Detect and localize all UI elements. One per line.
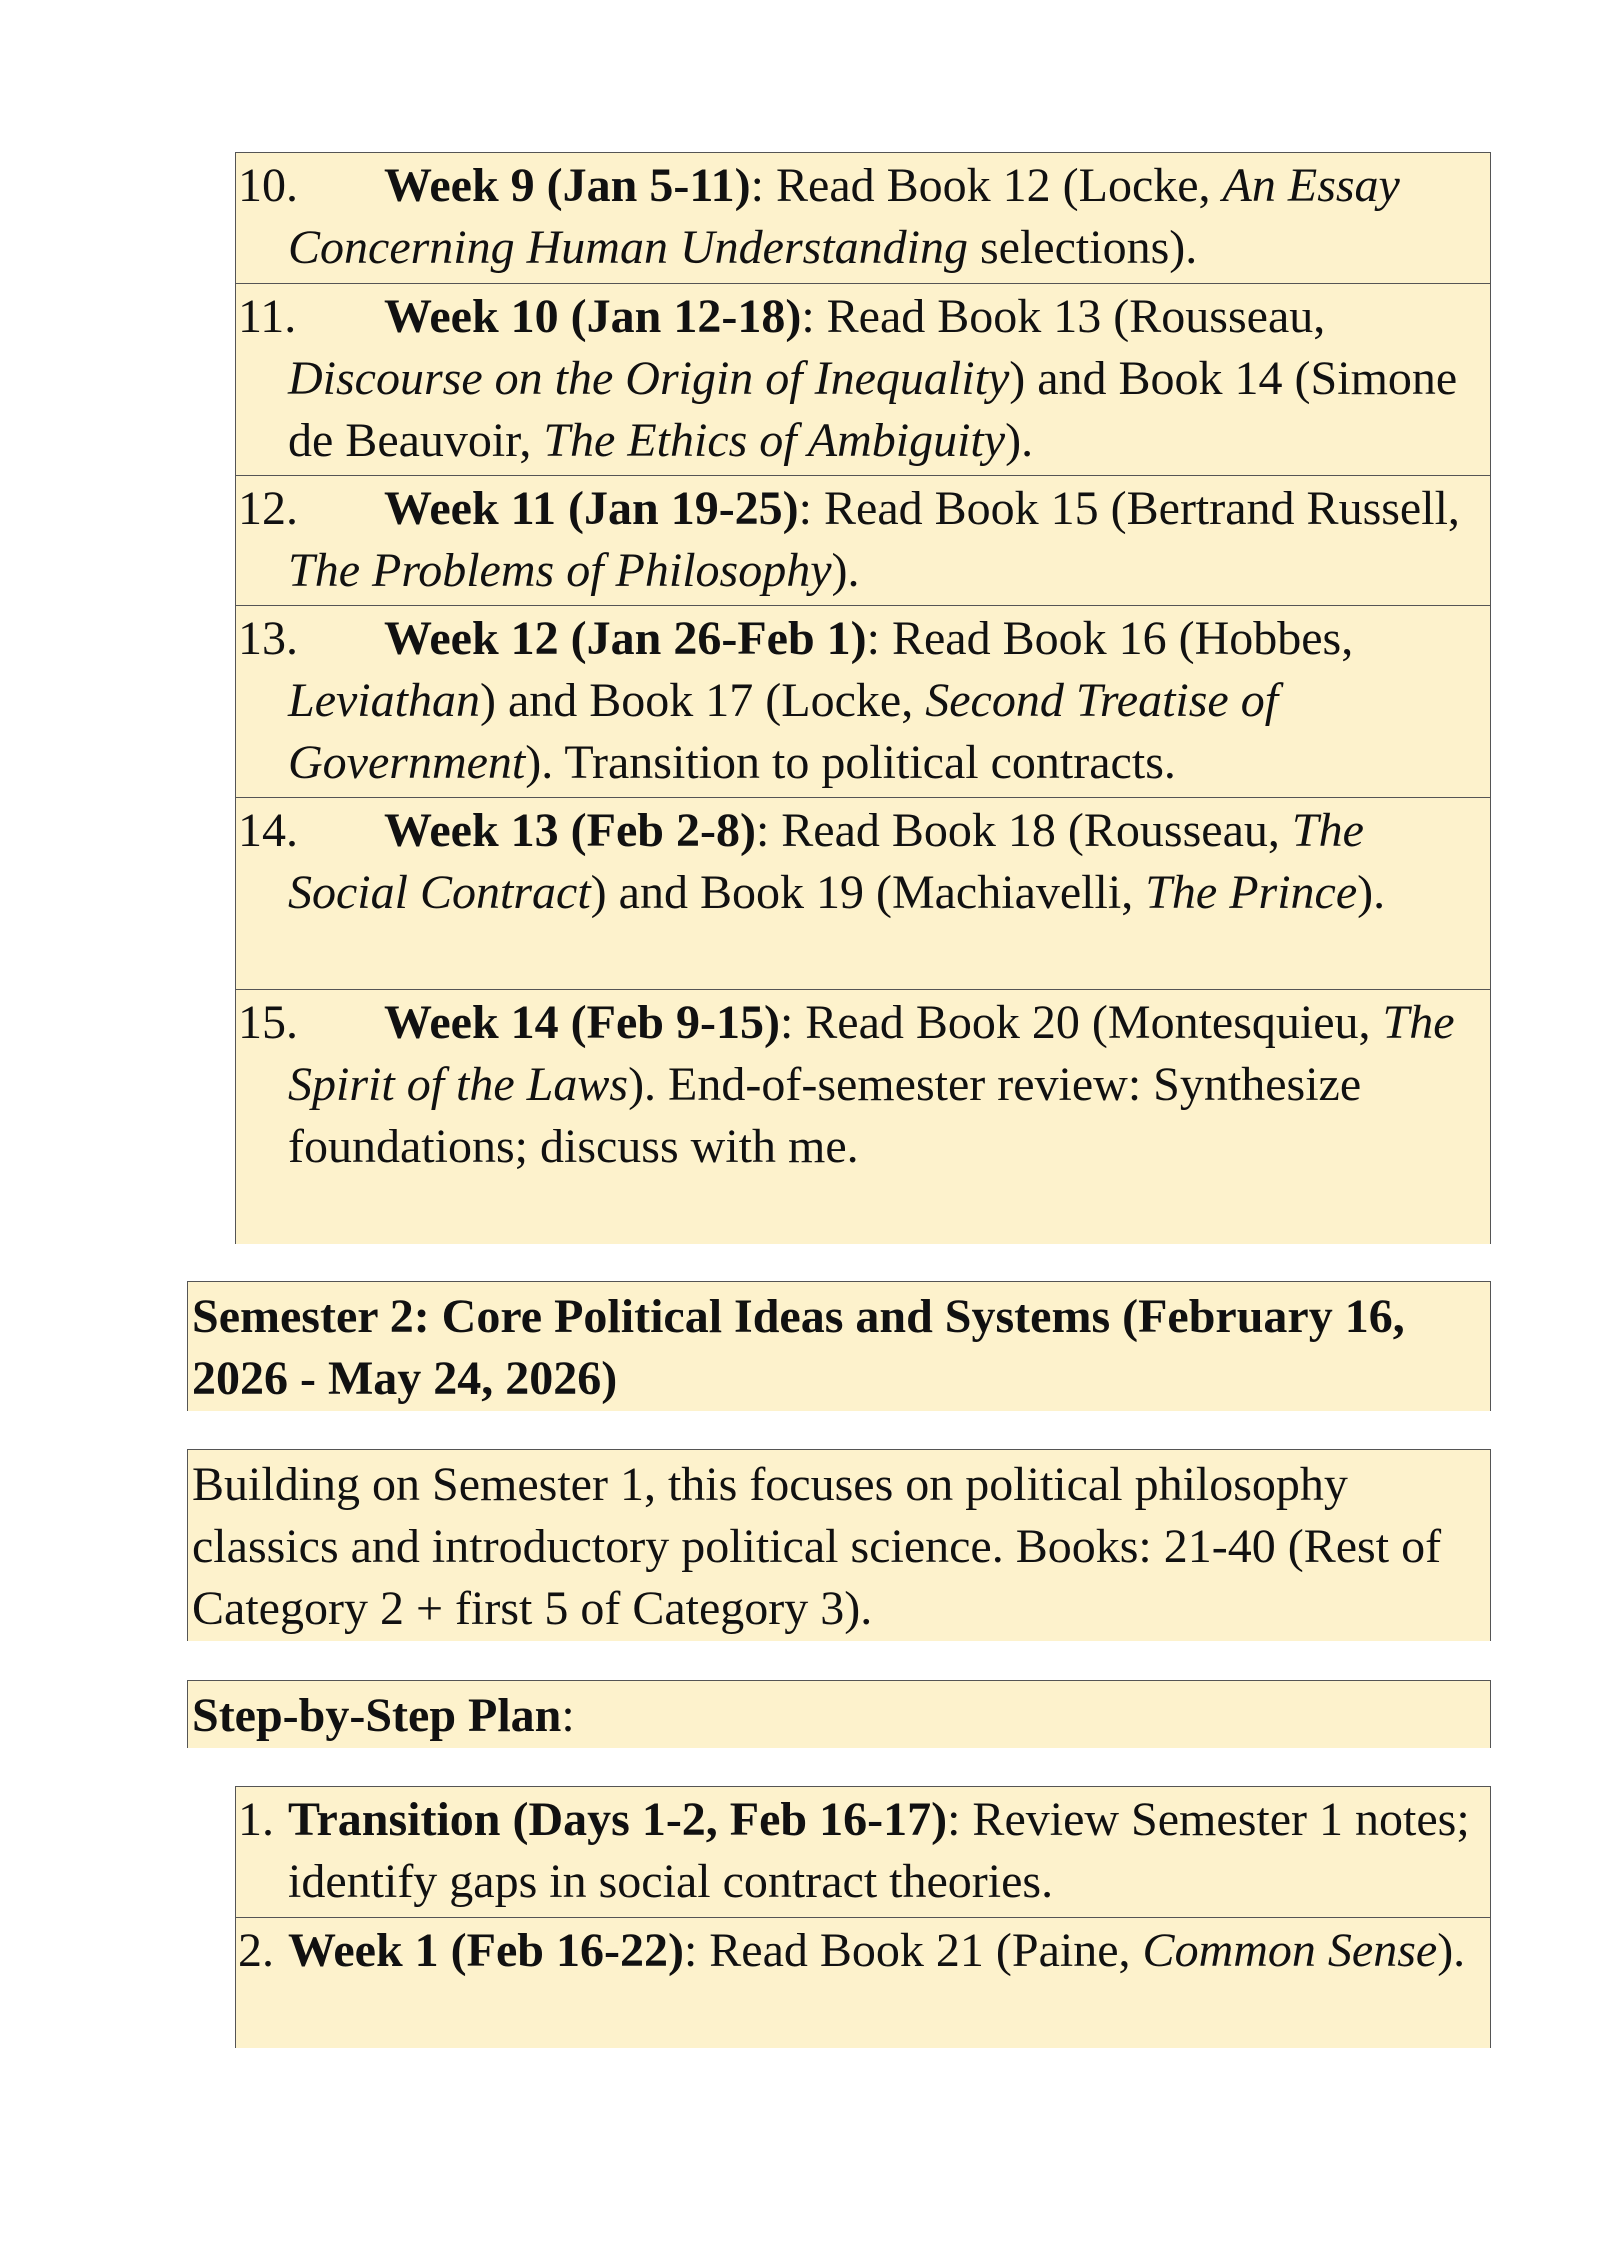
item-text: : Read Book 20 (Montesquieu,: [779, 996, 1383, 1049]
book-title: Second Treatise of Government: [288, 674, 1279, 789]
book-title: Leviathan: [288, 674, 480, 727]
book-title: The Spirit of the Laws: [288, 996, 1455, 1111]
plan-label-suffix: :: [561, 1689, 575, 1742]
week-label: Week 1 (Feb 16-22): [288, 1924, 684, 1977]
item-text: ).: [1437, 1924, 1466, 1977]
list-item: [236, 798, 1490, 990]
semester2-heading: [187, 1281, 1491, 1411]
item-text: selections).: [967, 221, 1198, 274]
list-number: 14.: [238, 804, 298, 857]
item-text: : Read Book 12 (Locke,: [750, 159, 1223, 212]
week-label: Week 9 (Jan 5-11): [384, 159, 751, 212]
book-title: The Problems of Philosophy: [288, 544, 832, 597]
list-item: [236, 153, 1490, 284]
list-item: [236, 476, 1490, 606]
list-number: 13.: [238, 612, 298, 665]
semester1-week-list: [235, 152, 1491, 1244]
book-title: The Prince: [1145, 866, 1358, 919]
item-text: : Read Book 21 (Paine,: [683, 1924, 1143, 1977]
semester2-intro: [187, 1449, 1491, 1641]
list-number: 12.: [238, 482, 298, 535]
week-label: Week 14 (Feb 9-15): [384, 996, 780, 1049]
week-label: Week 10 (Jan 12-18): [384, 290, 802, 343]
book-title: The Social Contract: [288, 804, 1364, 919]
item-text: ) and Book 17 (Locke,: [479, 674, 926, 727]
list-number: 11.: [238, 290, 297, 343]
item-text: ).: [1357, 866, 1386, 919]
list-item: [236, 990, 1490, 1244]
intro-paragraph: Building on Semester 1, this focuses on political philosophy classics and introductory political science. Books: 21-40 (Rest of Category 2 + first 5 of Category 3).: [192, 1458, 1442, 1635]
list-item: [236, 284, 1490, 476]
book-title: Discourse on the Origin of Inequality: [288, 352, 1010, 405]
item-text: ).: [1005, 414, 1034, 467]
item-text: ). Transition to political contracts.: [525, 736, 1176, 789]
list-item: [236, 1787, 1490, 1918]
item-text: : Review Semester 1 notes; identify gaps in social contract theories.: [288, 1793, 1470, 1908]
item-text: : Read Book 13 (Rousseau,: [801, 290, 1326, 343]
item-text: ) and Book 14 (Simone de Beauvoir,: [288, 352, 1458, 467]
list-item: [236, 606, 1490, 798]
item-text: : Read Book 16 (Hobbes,: [866, 612, 1354, 665]
list-number: 1.: [238, 1793, 274, 1846]
list-number: 2.: [238, 1924, 274, 1977]
book-title: An Essay Concerning Human Understanding: [288, 159, 1400, 274]
semester2-plan-list: [235, 1786, 1491, 2048]
section-heading: Semester 2: Core Political Ideas and Systems (February 16, 2026 - May 24, 2026): [192, 1290, 1405, 1405]
plan-label: Step-by-Step Plan: [192, 1689, 562, 1742]
week-label: Week 13 (Feb 2-8): [384, 804, 756, 857]
book-title: The Ethics of Ambiguity: [543, 414, 1006, 467]
item-text: ).: [831, 544, 860, 597]
item-text: ). End-of-semester review: Synthesize foundations; discuss with me.: [288, 1058, 1362, 1173]
item-text: : Read Book 15 (Bertrand Russell,: [798, 482, 1460, 535]
week-label: Week 11 (Jan 19-25): [384, 482, 799, 535]
plan-label-block: [187, 1680, 1491, 1748]
item-text: ) and Book 19 (Machiavelli,: [590, 866, 1146, 919]
list-number: 10.: [238, 159, 298, 212]
book-title: Common Sense: [1142, 1924, 1438, 1977]
item-text: : Read Book 18 (Rousseau,: [755, 804, 1292, 857]
list-item: [236, 1918, 1490, 2048]
week-label: Transition (Days 1-2, Feb 16-17): [288, 1793, 948, 1846]
list-number: 15.: [238, 996, 298, 1049]
week-label: Week 12 (Jan 26-Feb 1): [384, 612, 867, 665]
